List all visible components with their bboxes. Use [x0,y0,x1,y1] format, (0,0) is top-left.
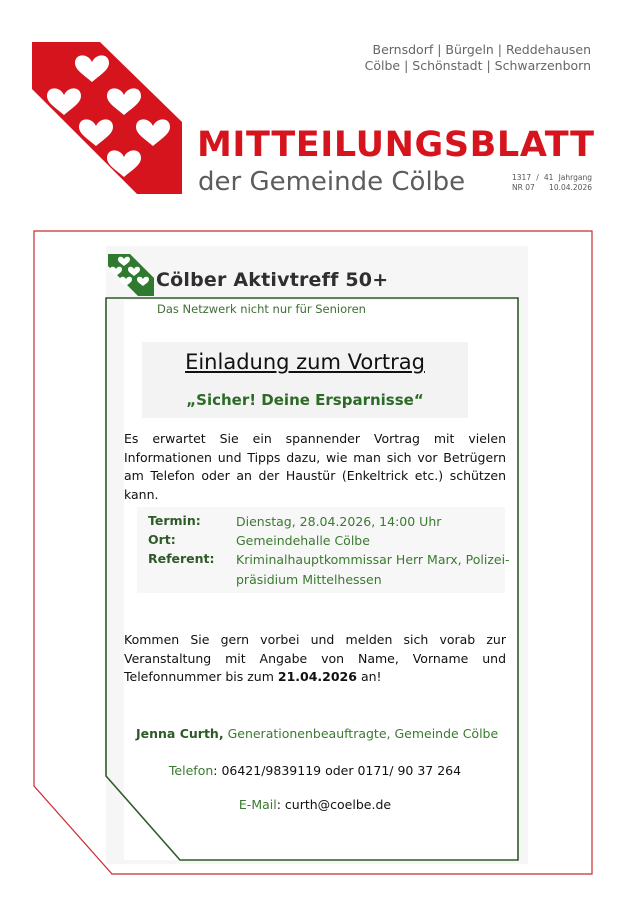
issue-number: 1317 [512,173,532,182]
contact-role: Generationenbeauftragte, Gemeinde Cölbe [227,726,499,741]
termin-value: Dienstag, 28.04.2026, 14:00 Uhr [236,514,442,529]
flyer-subtitle: „Sicher! Deine Ersparnisse“ [186,391,424,409]
year-number: 41 [543,173,554,182]
phone-value: : 06421/9839119 oder 0171/ 90 37 264 [213,763,462,778]
ort-value: Gemeindehalle Cölbe [236,533,370,548]
issue-separator: / [536,173,539,182]
referent-value-line-2: präsidium Mittelhessen [236,572,382,587]
contact-email [124,797,506,812]
flyer-brand-name: Cölber Aktivtreff 50+ [156,269,389,291]
closing-end: an! [360,669,382,684]
closing-paragraph [124,631,506,687]
issue-nr: NR 07 [512,183,535,192]
contact-phone [124,763,506,778]
referent-value-line-1: Kriminalhauptkommissar Herr Marx, Polizei- [236,552,510,567]
ort-label: Ort: [148,532,176,547]
closing-text: Kommen Sie gern vorbei und melden sich vorab zur Veranstaltung mit Angabe von Name, Vorname und Telefonnummer bis zum [124,632,506,684]
email-value: : curth@coelbe.de [276,797,392,812]
referent-label: Referent: [148,551,215,566]
closing-deadline: 21.04.2026 [277,669,357,684]
contact-name: Jenna Curth, [136,726,224,741]
masthead-title: MITTEILUNGSBLATT [197,125,595,165]
flyer-tagline: Das Netzwerk nicht nur für Senioren [157,302,366,316]
issue-date: 10.04.2026 [549,183,592,192]
termin-label: Termin: [148,513,201,528]
intro-paragraph: Es erwartet Sie ein spannender Vortrag mit vielen Informationen und Tipps dazu, wie man sich vor Betrügern am Telefon oder an der Haustür (Enkeltrick etc.) schützen kann. [124,431,506,502]
aktivtreff-logo-icon [108,248,156,296]
email-label: E-Mail [238,797,277,812]
flyer-title: Einladung zum Vortrag [185,350,425,374]
contact-signature [136,726,498,741]
places-line-2: Cölbe | Schönstadt | Schwarzenborn [364,58,591,73]
places-line-1: Bernsdorf | Bürgeln | Reddehausen [372,42,591,57]
masthead-subtitle: der Gemeinde Cölbe [198,167,466,197]
year-label: Jahrgang [558,173,592,182]
phone-label: Telefon [168,763,214,778]
